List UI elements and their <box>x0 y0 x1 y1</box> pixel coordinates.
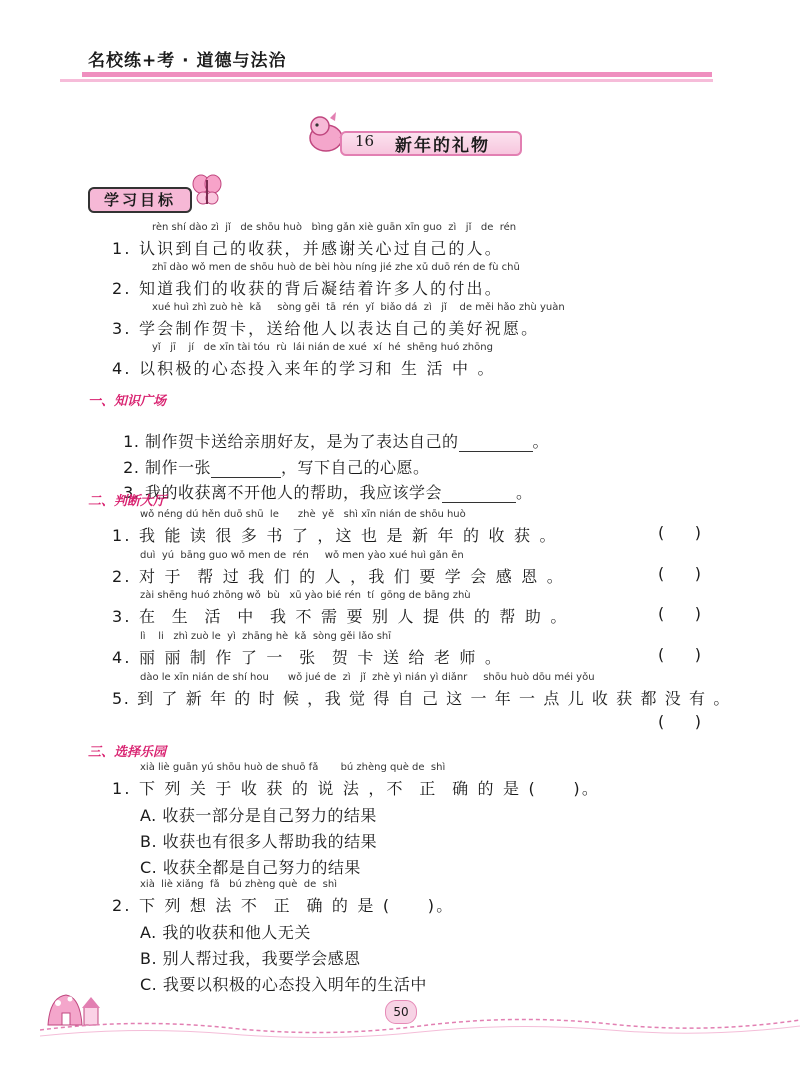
lesson-number: 16 <box>355 132 375 150</box>
goal-item: 4. 以积极的心态投入来年的学习和 生 活 中 。 <box>112 359 496 378</box>
goal-pinyin: yǐ jī jí de xīn tài tóu rù lái nián de xué xí hé shēng huó zhōng <box>152 342 493 353</box>
header-title: 名校练+考 · 道德与法治 <box>88 51 287 71</box>
goal-item: 1. 认识到自己的收获，并感谢关心过自己的人。 <box>112 239 503 258</box>
fill-question: 2. 制作一张 ，写下自己的心愿。 <box>123 458 430 477</box>
goals-tag: 学习目标 <box>88 187 192 213</box>
section-title: 三、选择乐园 <box>88 745 167 760</box>
choice-pinyin: xià liè guān yú shōu huò de shuō fǎ bú zhèng què de shì <box>140 762 446 773</box>
butterfly-icon <box>190 172 224 208</box>
judge-pinyin: wǒ néng dú hěn duō shū le zhè yě shì xīn nián de shōu huò <box>140 509 466 520</box>
answer-paren[interactable]: ( ) <box>658 564 701 583</box>
goal-pinyin: zhī dào wǒ men de shōu huò de bèi hòu níng jié zhe xǔ duō rén de fù chū <box>152 262 520 273</box>
choice-option[interactable]: B. 收获也有很多人帮助我的结果 <box>140 832 378 851</box>
goal-item: 2. 知道我们的收获的背后凝结着许多人的付出。 <box>112 279 503 298</box>
header-band <box>82 72 712 77</box>
answer-blank[interactable] <box>459 435 533 452</box>
judge-item: 2. 对 于 帮 过 我 们 的 人 ，我 们 要 学 会 感 恩 。 <box>112 567 565 586</box>
section-title: 二、判断大厅 <box>88 494 167 509</box>
judge-item: 1. 我 能 读 很 多 书 了 ，这 也 是 新 年 的 收 获 。 <box>112 526 558 545</box>
answer-paren[interactable]: ( ) <box>658 645 701 664</box>
fill-question: 1. 制作贺卡送给亲朋好友，是为了表达自己的 。 <box>123 432 550 451</box>
judge-pinyin: duì yú bāng guo wǒ men de rén wǒ men yào xué huì gǎn ēn <box>140 550 464 561</box>
answer-paren[interactable]: ( ) <box>658 712 701 731</box>
goal-pinyin: xué huì zhì zuò hè kǎ sòng gěi tā rén yǐ biǎo dá zì jǐ de měi hǎo zhù yuàn <box>152 302 565 313</box>
judge-item: 4. 丽 丽 制 作 了 一 张 贺 卡 送 给 老 师 。 <box>112 648 504 667</box>
fill-question: 3. 我的收获离不开他人的帮助，我应该学会 。 <box>123 483 533 502</box>
choice-option[interactable]: A. 收获一部分是自己努力的结果 <box>140 806 377 825</box>
header-band-light <box>60 79 713 82</box>
goal-pinyin: rèn shí dào zì jǐ de shōu huò bìng gǎn xiè guān xīn guo zì jǐ de rén <box>152 222 517 233</box>
choice-option[interactable]: C. 我要以积极的心态投入明年的生活中 <box>140 975 427 994</box>
choice-option[interactable]: A. 我的收获和他人无关 <box>140 923 311 942</box>
choice-option[interactable]: B. 别人帮过我，我要学会感恩 <box>140 949 361 968</box>
choice-question: 1. 下 列 关 于 收 获 的 说 法 ，不 正 确 的 是 ( )。 <box>112 779 601 798</box>
judge-pinyin: zài shēng huó zhōng wǒ bù xū yào bié rén tí gōng de bāng zhù <box>140 590 471 601</box>
lesson-title: 新年的礼物 <box>395 136 490 156</box>
judge-pinyin: lì li zhì zuò le yì zhāng hè kǎ sòng gěi lǎo shī <box>140 631 392 642</box>
judge-item: 5. 到 了 新 年 的 时 候 ，我 觉 得 自 己 这 一 年 一 点 儿 收 获 都 没 有 。 <box>112 689 731 708</box>
answer-blank[interactable] <box>442 486 516 503</box>
section-title: 一、知识广场 <box>88 394 167 409</box>
goal-item: 3. 学会制作贺卡，送给他人以表达自己的美好祝愿。 <box>112 319 540 338</box>
footer-wave <box>40 1010 800 1040</box>
choice-pinyin: xià liè xiǎng fǎ bú zhèng què de shì <box>140 879 337 890</box>
answer-paren[interactable]: ( ) <box>658 604 701 623</box>
choice-question: 2. 下 列 想 法 不 正 确 的 是 ( )。 <box>112 896 455 915</box>
page-number: 50 <box>385 1000 417 1024</box>
judge-pinyin: dào le xīn nián de shí hou wǒ jué de zì jǐ zhè yì nián yì diǎnr shōu huò dōu méi yǒu <box>140 672 595 683</box>
choice-option[interactable]: C. 收获全都是自己努力的结果 <box>140 858 361 877</box>
judge-item: 3. 在 生 活 中 我 不 需 要 别 人 提 供 的 帮 助 。 <box>112 607 569 626</box>
answer-paren[interactable]: ( ) <box>658 523 701 542</box>
